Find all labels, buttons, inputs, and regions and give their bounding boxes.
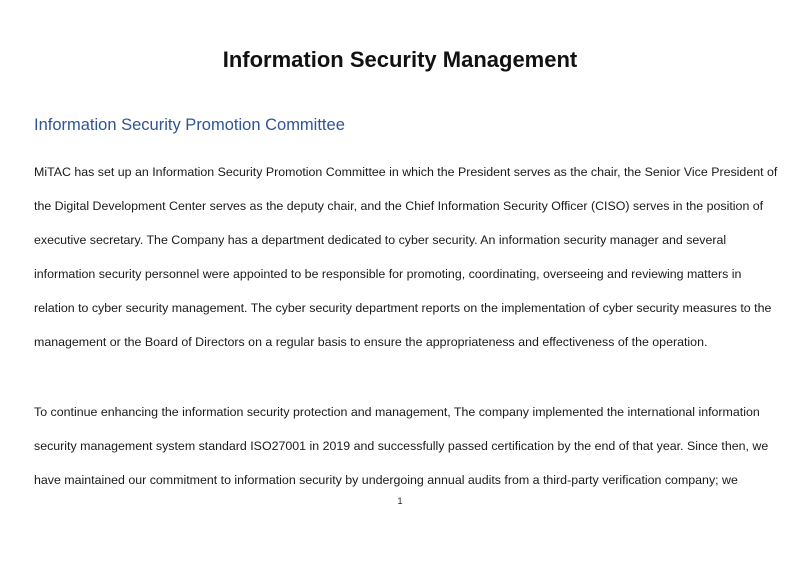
paragraph-iso27001 (34, 395, 769, 497)
section-heading: Information Security Promotion Committee (34, 116, 345, 134)
paragraph-line: To continue enhancing the information security protection and management, The company implemented the international information (34, 405, 760, 419)
page-number: 1 (397, 496, 403, 506)
paragraph-committee (34, 155, 778, 359)
paragraph-line: executive secretary. The Company has a department dedicated to cyber security. An information security manager and several (34, 233, 727, 247)
paragraph-line: MiTAC has set up an Information Security Promotion Committee in which the President serves as the chair, the Senior Vice President of (34, 165, 778, 179)
paragraph-line: information security personnel were appointed to be responsible for promoting, coordinating, overseeing and reviewing matters in (34, 267, 742, 281)
paragraph-line: security management system standard ISO27001 in 2019 and successfully passed certification by the end of that year. Since then, we (34, 439, 769, 453)
paragraph-line: have maintained our commitment to information security by undergoing annual audits from a third-party verification company; we (34, 473, 738, 487)
paragraph-line: relation to cyber security management. The cyber security department reports on the implementation of cyber security measures to the (34, 301, 772, 315)
document-title: Information Security Management (222, 47, 578, 72)
paragraph-line: the Digital Development Center serves as the deputy chair, and the Chief Information Security Officer (CISO) serves in the position of (34, 199, 764, 213)
paragraph-line: management or the Board of Directors on a regular basis to ensure the appropriateness and effectiveness of the operation. (34, 335, 708, 349)
